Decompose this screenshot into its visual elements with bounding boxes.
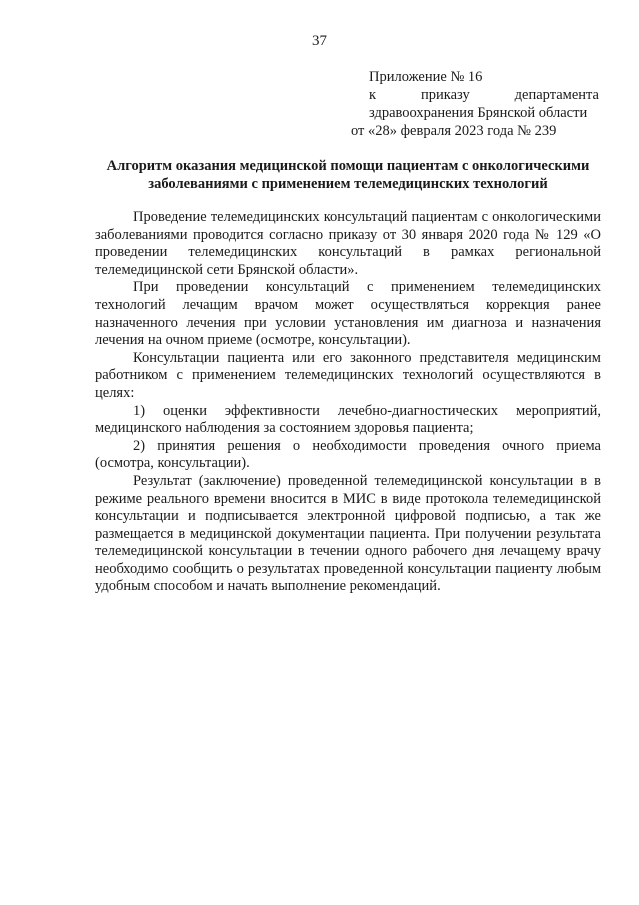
paragraph-goal-2: 2) принятия решения о необходимости проведения очного приема (осмотра, консультации). [95, 437, 601, 472]
paragraph-treatment-correction: При проведении консультаций с применением телемедицинских технологий лечащим врачом может осуществляться коррекция ранее назначенного лечения при условии установления им диагноза и назначения лечения на очном приеме (осмотре, консультации). [95, 279, 601, 349]
appendix-header [351, 68, 599, 140]
paragraph-result: Результат (заключение) проведенной телемедицинской консультации в в режиме реального времени вносится в МИС в виде протокола телемедицинской консультации и подписывается электронной цифровой подписью, а так же размещается в медицинской документации пациента. При получении результата телемедицинской консультации в течении одного рабочего дня лечащему врачу необходимо сообщить о результатах проведенной консультации пациенту любым удобным способом и начать выполнение рекомендаций. [95, 472, 601, 595]
page-number: 37 [312, 33, 327, 49]
appendix-word-department: департамента [514, 87, 599, 103]
paragraph-consultation-goals: Консультации пациента или его законного представителя медицинским работником с применением телемедицинских технологий осуществляются в целях: [95, 349, 601, 401]
appendix-word-order: приказу [420, 87, 470, 103]
appendix-order-date: от «28» февраля 2023 года № 239 [351, 123, 557, 139]
document-title: Алгоритм оказания медицинской помощи пациентам с онкологическими заболеваниями с применением телемедицинских технологий [106, 158, 590, 192]
appendix-order-ref [351, 86, 599, 104]
appendix-word-k: к [369, 87, 377, 103]
appendix-title: Приложение № 16 [369, 69, 483, 85]
document-body [95, 209, 601, 596]
paragraph-goal-1: 1) оценки эффективности лечебно-диагностических мероприятий, медицинского наблюдения за состоянием здоровья пациента; [95, 402, 601, 437]
appendix-department-name: здравоохранения Брянской области [369, 105, 588, 121]
paragraph-intro: Проведение телемедицинских консультаций пациентам с онкологическими заболеваниями проводится согласно приказу от 30 января 2020 года № 129 «О проведении телемедицинских консультаций в рамках региональной телемедицинской сети Брянской области». [95, 209, 601, 278]
